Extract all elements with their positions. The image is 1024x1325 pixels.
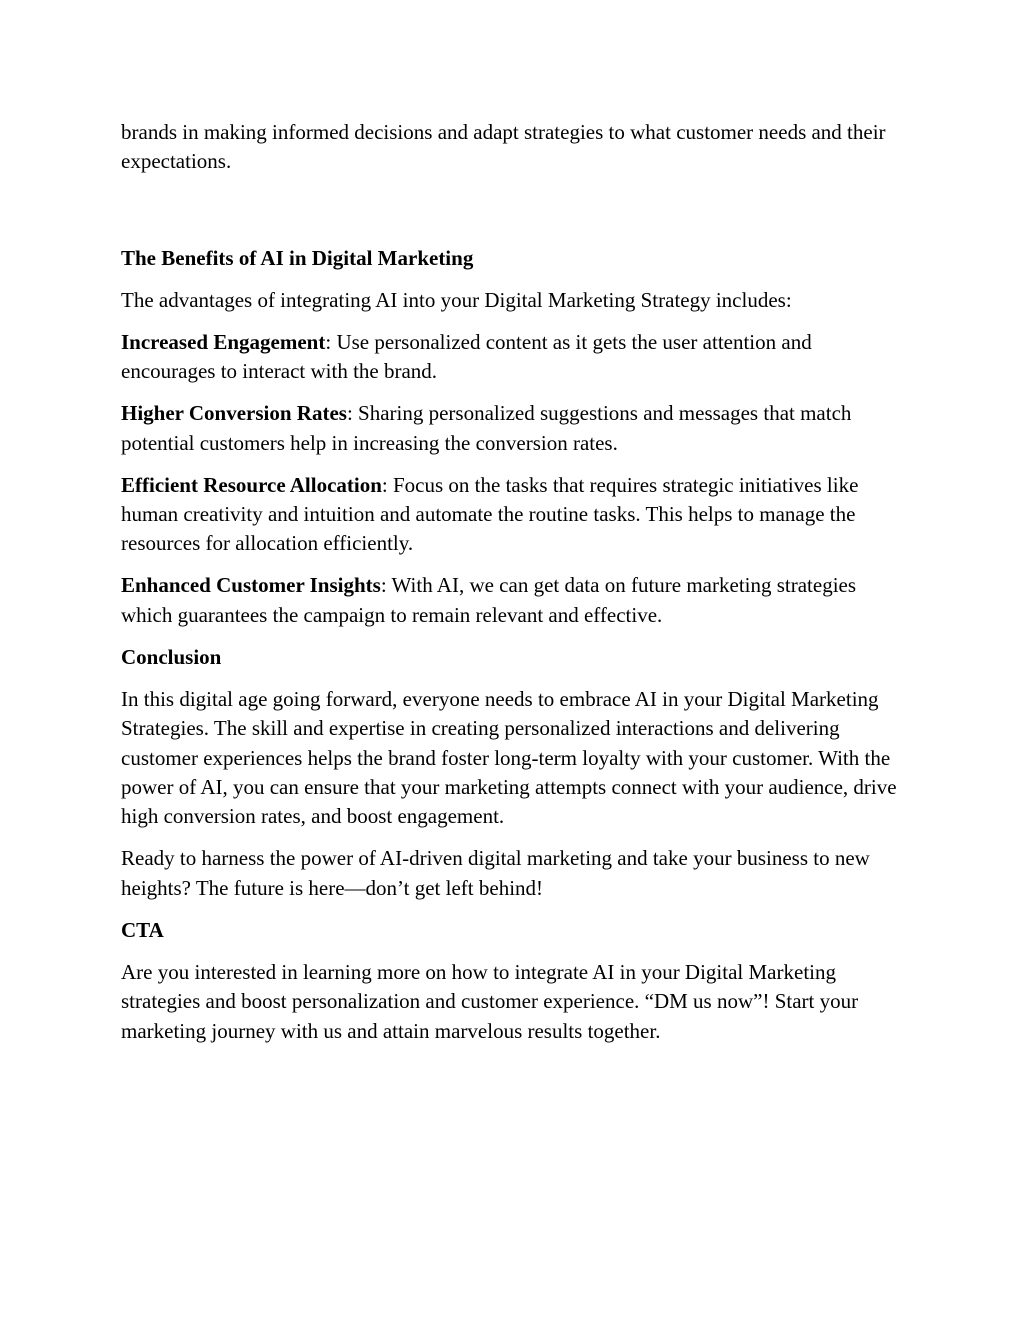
benefits-lead-paragraph: The advantages of integrating AI into your Digital Marketing Strategy includes: [121, 287, 792, 312]
conclusion-heading: Conclusion [121, 644, 222, 669]
benefit-description: : Focus on the tasks that requires strategic initiatives like human creativity and intuition and automate the routine tasks. This helps to manage the resources for allocation efficiently. [121, 472, 859, 556]
benefit-term: Increased Engagement [121, 329, 326, 354]
benefit-item [121, 471, 911, 559]
cta-heading: CTA [121, 917, 164, 942]
benefits-heading: The Benefits of AI in Digital Marketing [121, 245, 474, 270]
document-page [121, 118, 911, 1059]
benefit-term: Higher Conversion Rates [121, 401, 347, 426]
conclusion-paragraph: Ready to harness the power of AI-driven digital marketing and take your business to new heights? The future is here—don’t get left behind! [121, 846, 870, 900]
benefit-term: Efficient Resource Allocation [121, 472, 382, 497]
benefit-term: Enhanced Customer Insights [121, 573, 381, 598]
cta-paragraph: Are you interested in learning more on how to integrate AI in your Digital Marketing strategies and boost personalization and customer experience. “DM us now”! Start your marketing journey with us and attain marvelous results together. [121, 959, 859, 1043]
benefit-item [121, 571, 911, 630]
benefit-description: : Use personalized content as it gets the user attention and encourages to interact with the brand. [121, 329, 812, 384]
benefit-item [121, 399, 911, 458]
conclusion-paragraph: In this digital age going forward, everyone needs to embrace AI in your Digital Marketing Strategies. The skill and expertise in creating personalized interactions and delivering customer experiences helps the brand foster long-term loyalty with your customer. With the power of AI, you can ensure that your marketing attempts connect with your audience, drive high conversion rates, and boost engagement. [121, 686, 897, 829]
benefit-description: : Sharing personalized suggestions and messages that match potential customers help in increasing the conversion rates. [121, 401, 852, 455]
benefit-item [121, 328, 911, 387]
intro-continuation-paragraph: brands in making informed decisions and adapt strategies to what customer needs and their expectations. [121, 120, 886, 174]
benefit-description: : With AI, we can get data on future marketing strategies which guarantees the campaign to remain relevant and effective. [121, 573, 857, 627]
